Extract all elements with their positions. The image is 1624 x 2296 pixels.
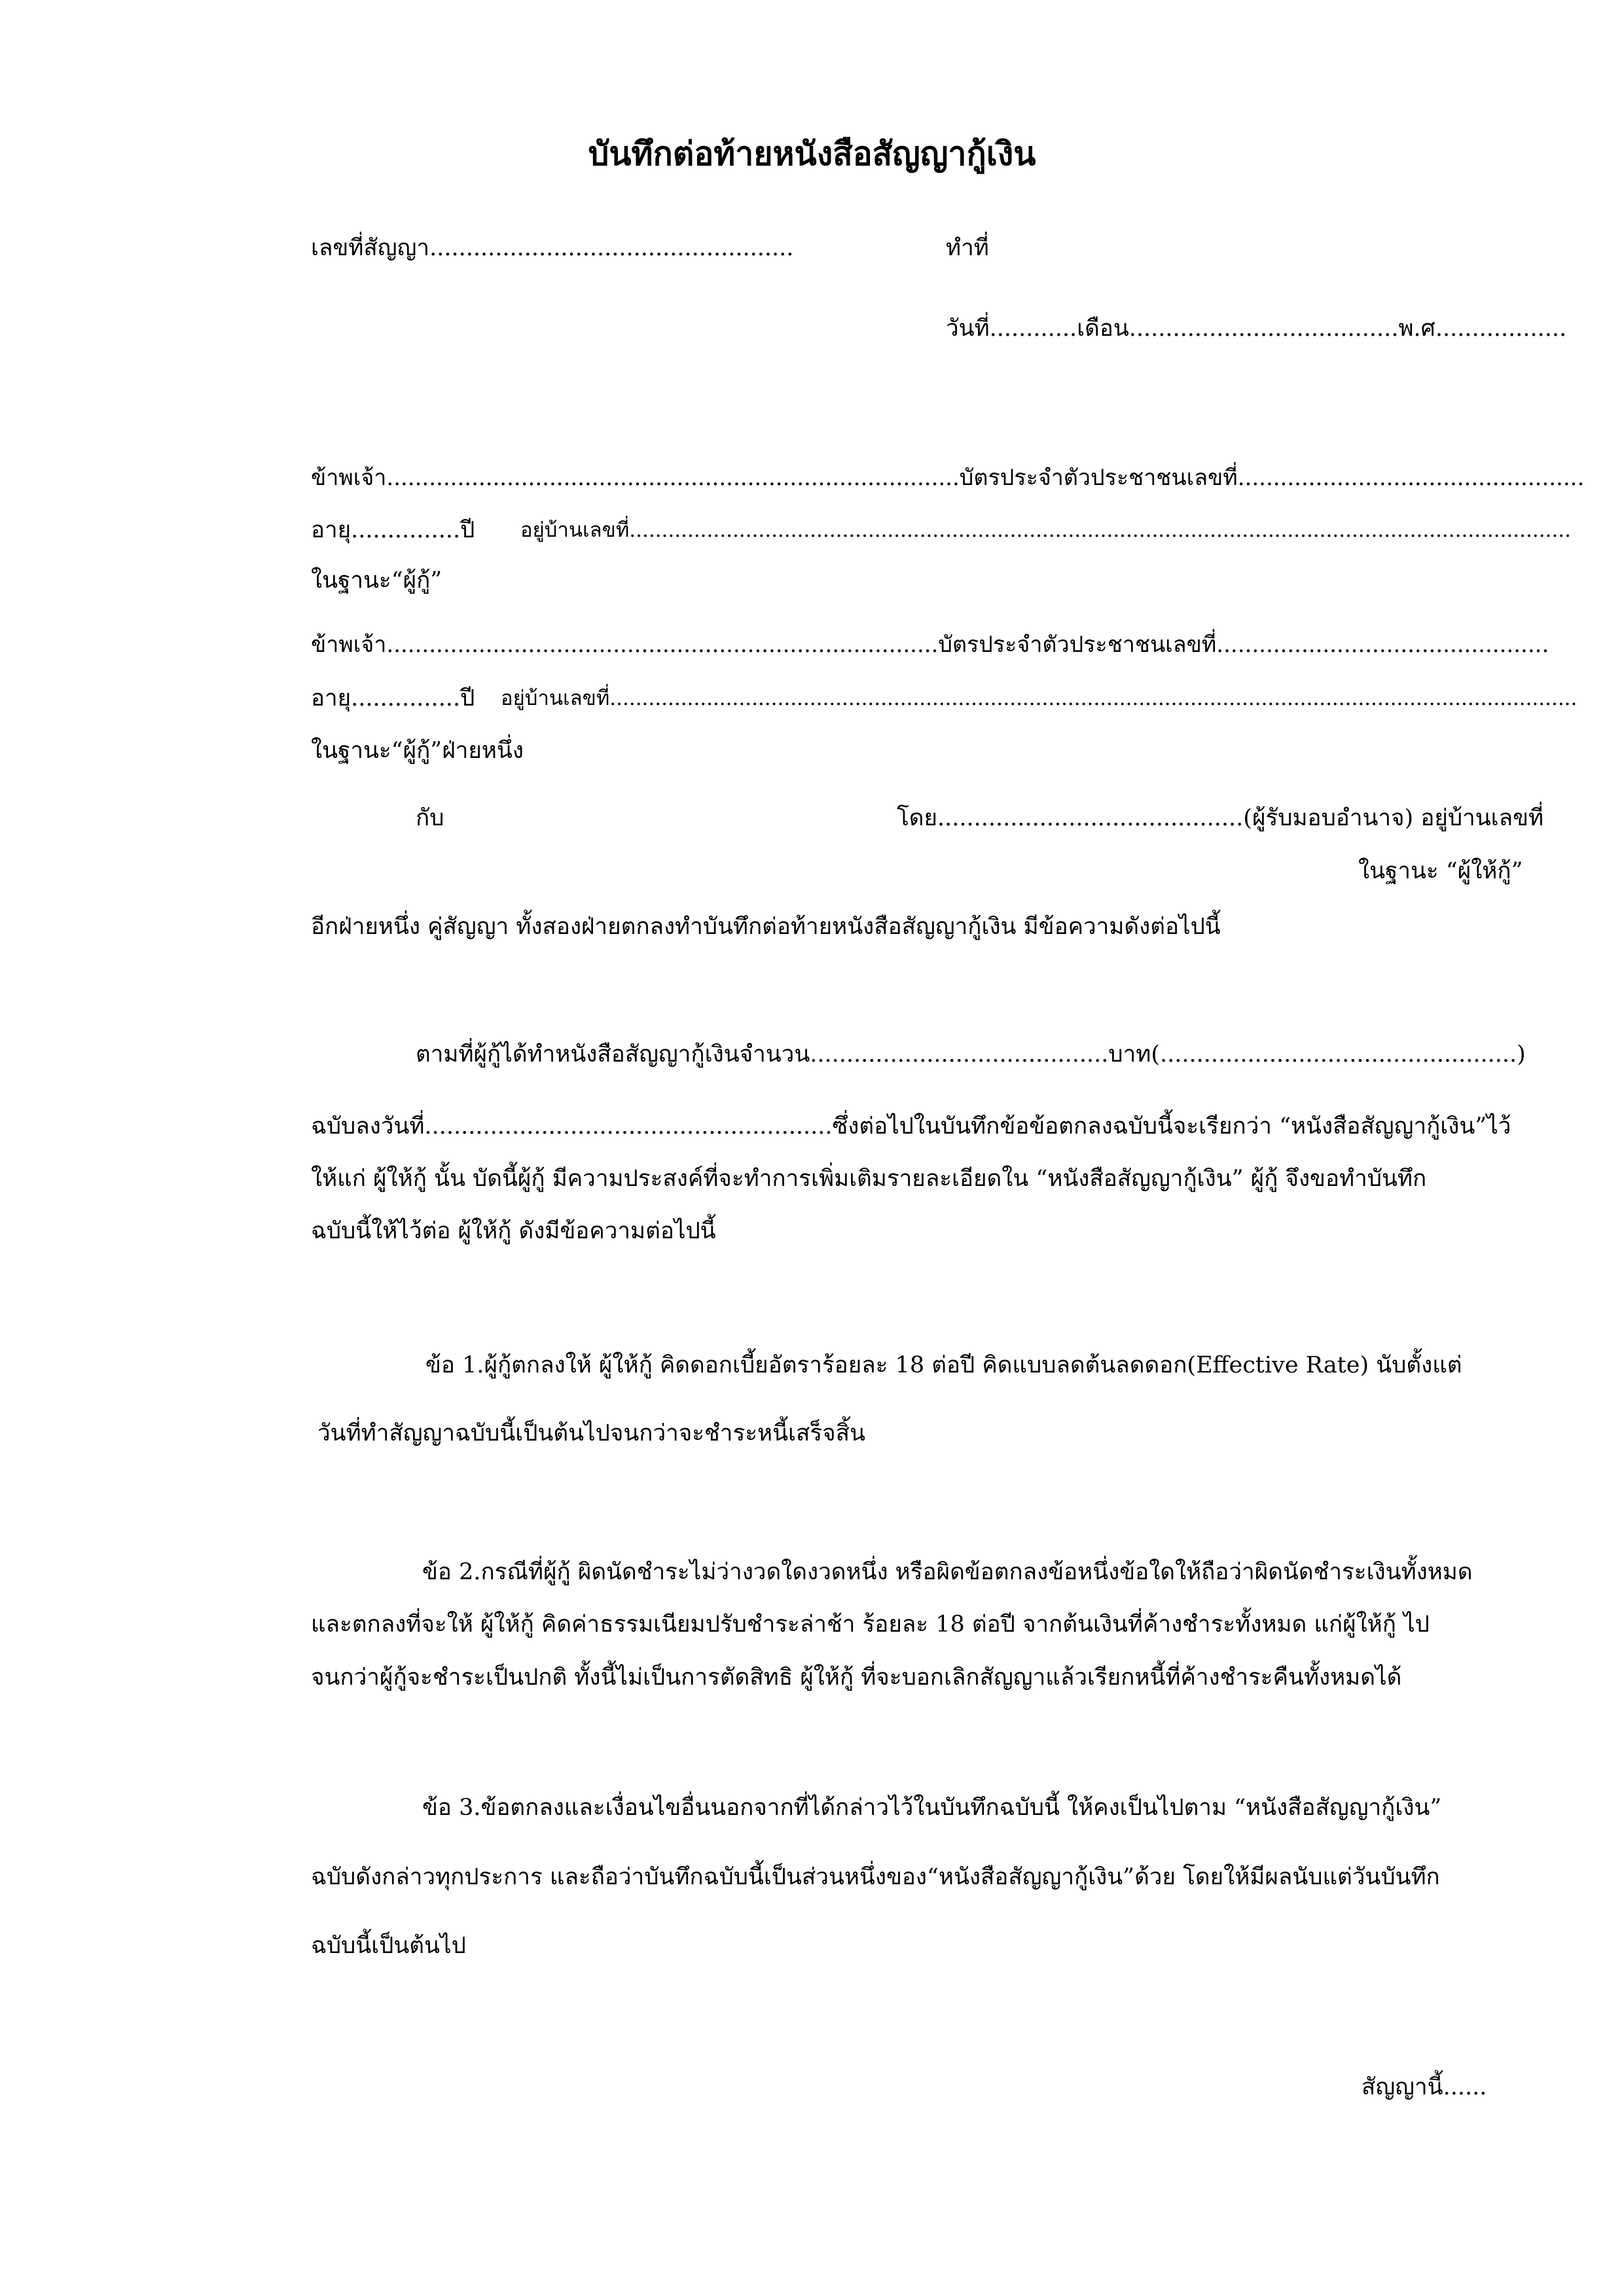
borrower2-age: อายุ...............ปี [311,685,475,711]
preamble-line-4: ฉบับนี้ให้ไว้ต่อ ผู้ให้กู้ ดังมีข้อความต่อไปนี้ [311,1218,716,1244]
made-at-field: ทำที่ [946,235,989,261]
contract-number-field: เลขที่สัญญา.................................................. [311,235,794,261]
borrower2-name-id-line: ข้าพเจ้า..............................................................................บัตรประจำตัวประชาชนเลขที่............................................... [311,632,1549,658]
authorized-agent-line: โดย..........................................(ผู้รับมอบอำนาจ) อยู่บ้านเลขที่ [897,805,1544,831]
date-field: วันที่............เดือน.....................................พ.ศ.................. [946,315,1567,342]
clause3-line-3: ฉบับนี้เป็นต้นไป [311,1933,466,1959]
continued-marker: สัญญานี้...... [1362,2074,1487,2100]
clause3-line-1: ข้อ 3.ข้อตกลงและเงื่อนไขอื่นนอกจากที่ได้กล่าวไว้ในบันทึกฉบับนี้ ให้คงเป็นไปตาม “หนังสือสัญญากู้เงิน” [422,1795,1442,1821]
borrower2-role: ในฐานะ“ผู้กู้”ฝ่ายหนึ่ง [311,738,524,764]
preamble-line-3: ให้แก่ ผู้ให้กู้ นั้น บัดนี้ผู้กู้ มีความประสงค์ที่จะทำการเพิ่มเติมรายละเอียดใน “หนังสือสัญญากู้เงิน” ผู้กู้ จึงขอทำบันทึก [311,1166,1427,1192]
borrower2-address: อยู่บ้านเลขที่...................................................................................................................................................... [501,687,1578,710]
document-title: บันทึกต่อท้ายหนังสือสัญญากู้เงิน [588,134,1036,173]
clause2-line-2: และตกลงที่จะให้ ผู้ให้กู้ คิดค่าธรรมเนียมปรับชำระล่าช้า ร้อยละ 18 ต่อปี จากต้นเงินที่ค้างชำระทั้งหมด แก่ผู้ให้กู้ ไป [311,1611,1430,1638]
preamble-line-1: ตามที่ผู้กู้ได้ทำหนังสือสัญญากู้เงินจำนวน.........................................บาท(.................................................) [416,1041,1526,1067]
lender-role: ในฐานะ “ผู้ให้กู้” [1358,858,1523,884]
borrower1-name-id-line: ข้าพเจ้า.................................................................................บัตรประจำตัวประชาชนเลขที่................................................. [311,465,1585,491]
preamble-line-2: ฉบับลงวันที่........................................................ซึ่งต่อไปในบันทึกข้อข้อตกลงฉบับนี้จะเรียกว่า “หนังสือสัญญากู้เงิน”ไว้ [311,1113,1511,1139]
clause1-line-1: ข้อ 1.ผู้กู้ตกลงให้ ผู้ให้กู้ คิดดอกเบี้ยอัตราร้อยละ 18 ต่อปี คิดแบบลดต้นลดดอก(Effective Rate) นับตั้งแต่ [425,1352,1462,1378]
clause2-line-3: จนกว่าผู้กู้จะชำระเป็นปกติ ทั้งนี้ไม่เป็นการตัดสิทธิ ผู้ให้กู้ ที่จะบอกเลิกสัญญาแล้วเรียกหนี้ที่ค้างชำระคืนทั้งหมดได้ [311,1664,1402,1691]
clause1-line-2: วันที่ทำสัญญาฉบับนี้เป็นต้นไปจนกว่าจะชำระหนี้เสร็จสิ้น [317,1420,865,1446]
borrower1-age: อายุ...............ปี [311,517,475,543]
borrower1-address: อยู่บ้านเลขที่.................................................................................................................................................. [520,518,1571,542]
with-label: กับ [416,805,444,831]
clause2-line-1: ข้อ 2.กรณีที่ผู้กู้ ผิดนัดชำระไม่ว่างวดใดงวดหนึ่ง หรือผิดข้อตกลงข้อหนึ่งข้อใดให้ถือว่าผิดนัดชำระเงินทั้งหมด [422,1559,1473,1585]
agreement-intro: อีกฝ่ายหนึ่ง คู่สัญญา ทั้งสองฝ่ายตกลงทำบันทึกต่อท้ายหนังสือสัญญากู้เงิน มีข้อความดังต่อไปนี้ [311,914,1221,940]
borrower1-role: ในฐานะ“ผู้กู้” [311,567,442,594]
clause3-line-2: ฉบับดังกล่าวทุกประการ และถือว่าบันทึกฉบับนี้เป็นส่วนหนึ่งของ“หนังสือสัญญากู้เงิน”ด้วย โดยให้มีผลนับแต่วันบันทึก [311,1864,1440,1890]
